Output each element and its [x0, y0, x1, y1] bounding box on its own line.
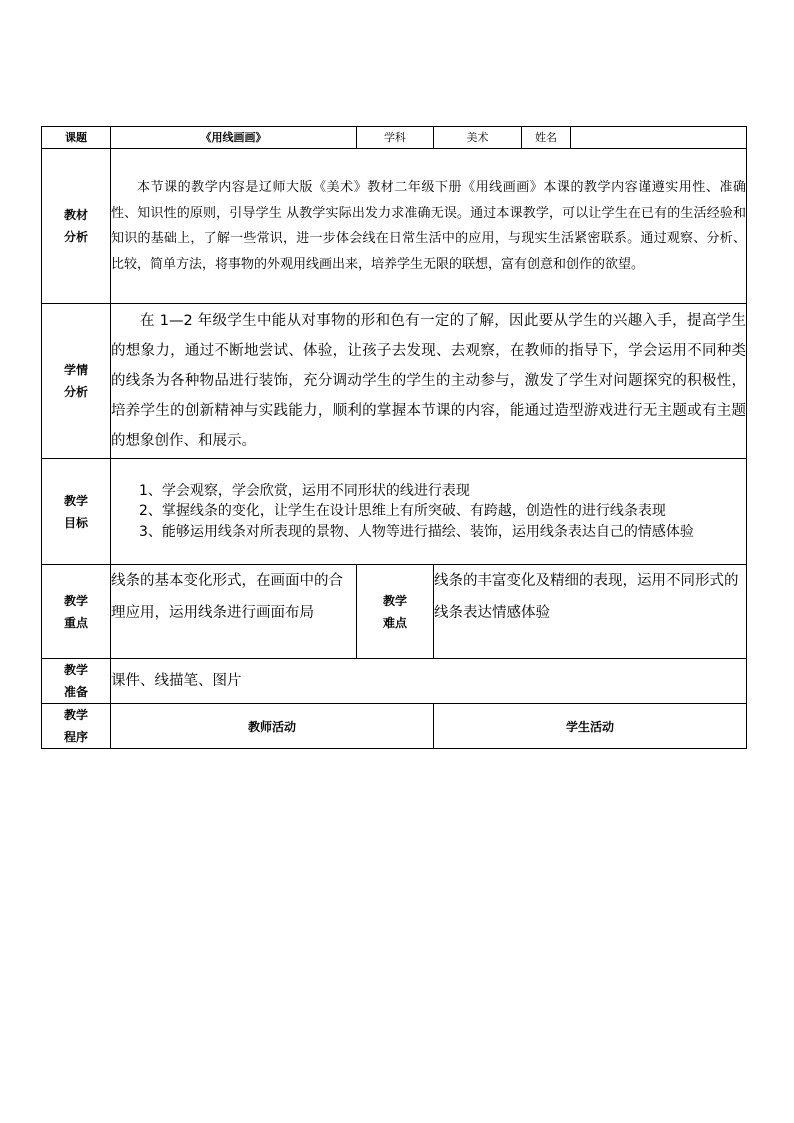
subject-label: 学科	[357, 127, 434, 149]
name-label: 姓名	[522, 127, 571, 149]
teaching-goals-list	[111, 459, 747, 565]
topic-label: 课题	[42, 127, 111, 149]
topic-value: 《用线画画》	[111, 127, 357, 149]
goal-item: 2、掌握线条的变化，让学生在设计思维上有所突破、有跨越，创造性的进行线条表现	[139, 503, 666, 520]
goal-item: 3、能够运用线条对所表现的景物、人物等进行描绘、装饰，运用线条表达自己的情感体验	[139, 523, 694, 540]
lesson-plan-table	[41, 126, 747, 749]
teaching-goals-label: 教学 目标	[42, 459, 111, 565]
textbook-analysis-label: 教材 分析	[42, 149, 111, 304]
header-row	[42, 127, 747, 149]
goal-item: 1、学会观察，学会欣赏，运用不同形状的线进行表现	[139, 482, 470, 499]
preparation-row	[42, 659, 747, 704]
procedure-row	[42, 704, 747, 749]
procedure-label: 教学 程序	[42, 704, 111, 749]
preparation-text: 课件、线描笔、图片	[111, 659, 747, 704]
teacher-activity-header: 教师活动	[111, 704, 434, 749]
textbook-analysis-row	[42, 149, 747, 304]
textbook-analysis-text: 本节课的教学内容是辽师大版《美术》教材二年级下册《用线画画》本课的教学内容谨遵实用性、准确性、知识性的原则，引导学生 从教学实际出发力求准确无误。通过本课教学，可以让学生在已有的生活经验和知识的基础上，了解一些常识，进一步体会线在日常生活中的应用，与现实生活紧密联系。通过观察、分析、比较，简单方法，将事物的外观用线画出来，培养学生无限的联想，富有创意和创作的欲望。	[111, 149, 747, 304]
difficulties-label: 教学 难点	[357, 565, 434, 659]
key-points-label: 教学 重点	[42, 565, 111, 659]
name-value	[571, 127, 747, 149]
subject-value: 美术	[434, 127, 522, 149]
student-activity-header: 学生活动	[434, 704, 747, 749]
key-points-text: 线条的基本变化形式，在画面中的合理应用，运用线条进行画面布局	[111, 565, 357, 659]
student-analysis-label: 学情 分析	[42, 304, 111, 459]
key-points-row	[42, 565, 747, 659]
difficulties-text: 线条的丰富变化及精细的表现，运用不同形式的线条表达情感体验	[434, 565, 747, 659]
preparation-label: 教学 准备	[42, 659, 111, 704]
student-analysis-text: 在 1—2 年级学生中能从对事物的形和色有一定的了解，因此要从学生的兴趣入手，提高学生的想象力，通过不断地尝试、体验，让孩子去发现、去观察，在教师的指导下，学会运用不同种类的线条为各种物品进行装饰，充分调动学生的学生的主动参与，激发了学生对问题探究的积极性，培养学生的创新精神与实践能力，顺利的掌握本节课的内容，能通过造型游戏进行无主题或有主题的想象创作、和展示。	[111, 304, 747, 459]
teaching-goals-row	[42, 459, 747, 565]
student-analysis-row	[42, 304, 747, 459]
